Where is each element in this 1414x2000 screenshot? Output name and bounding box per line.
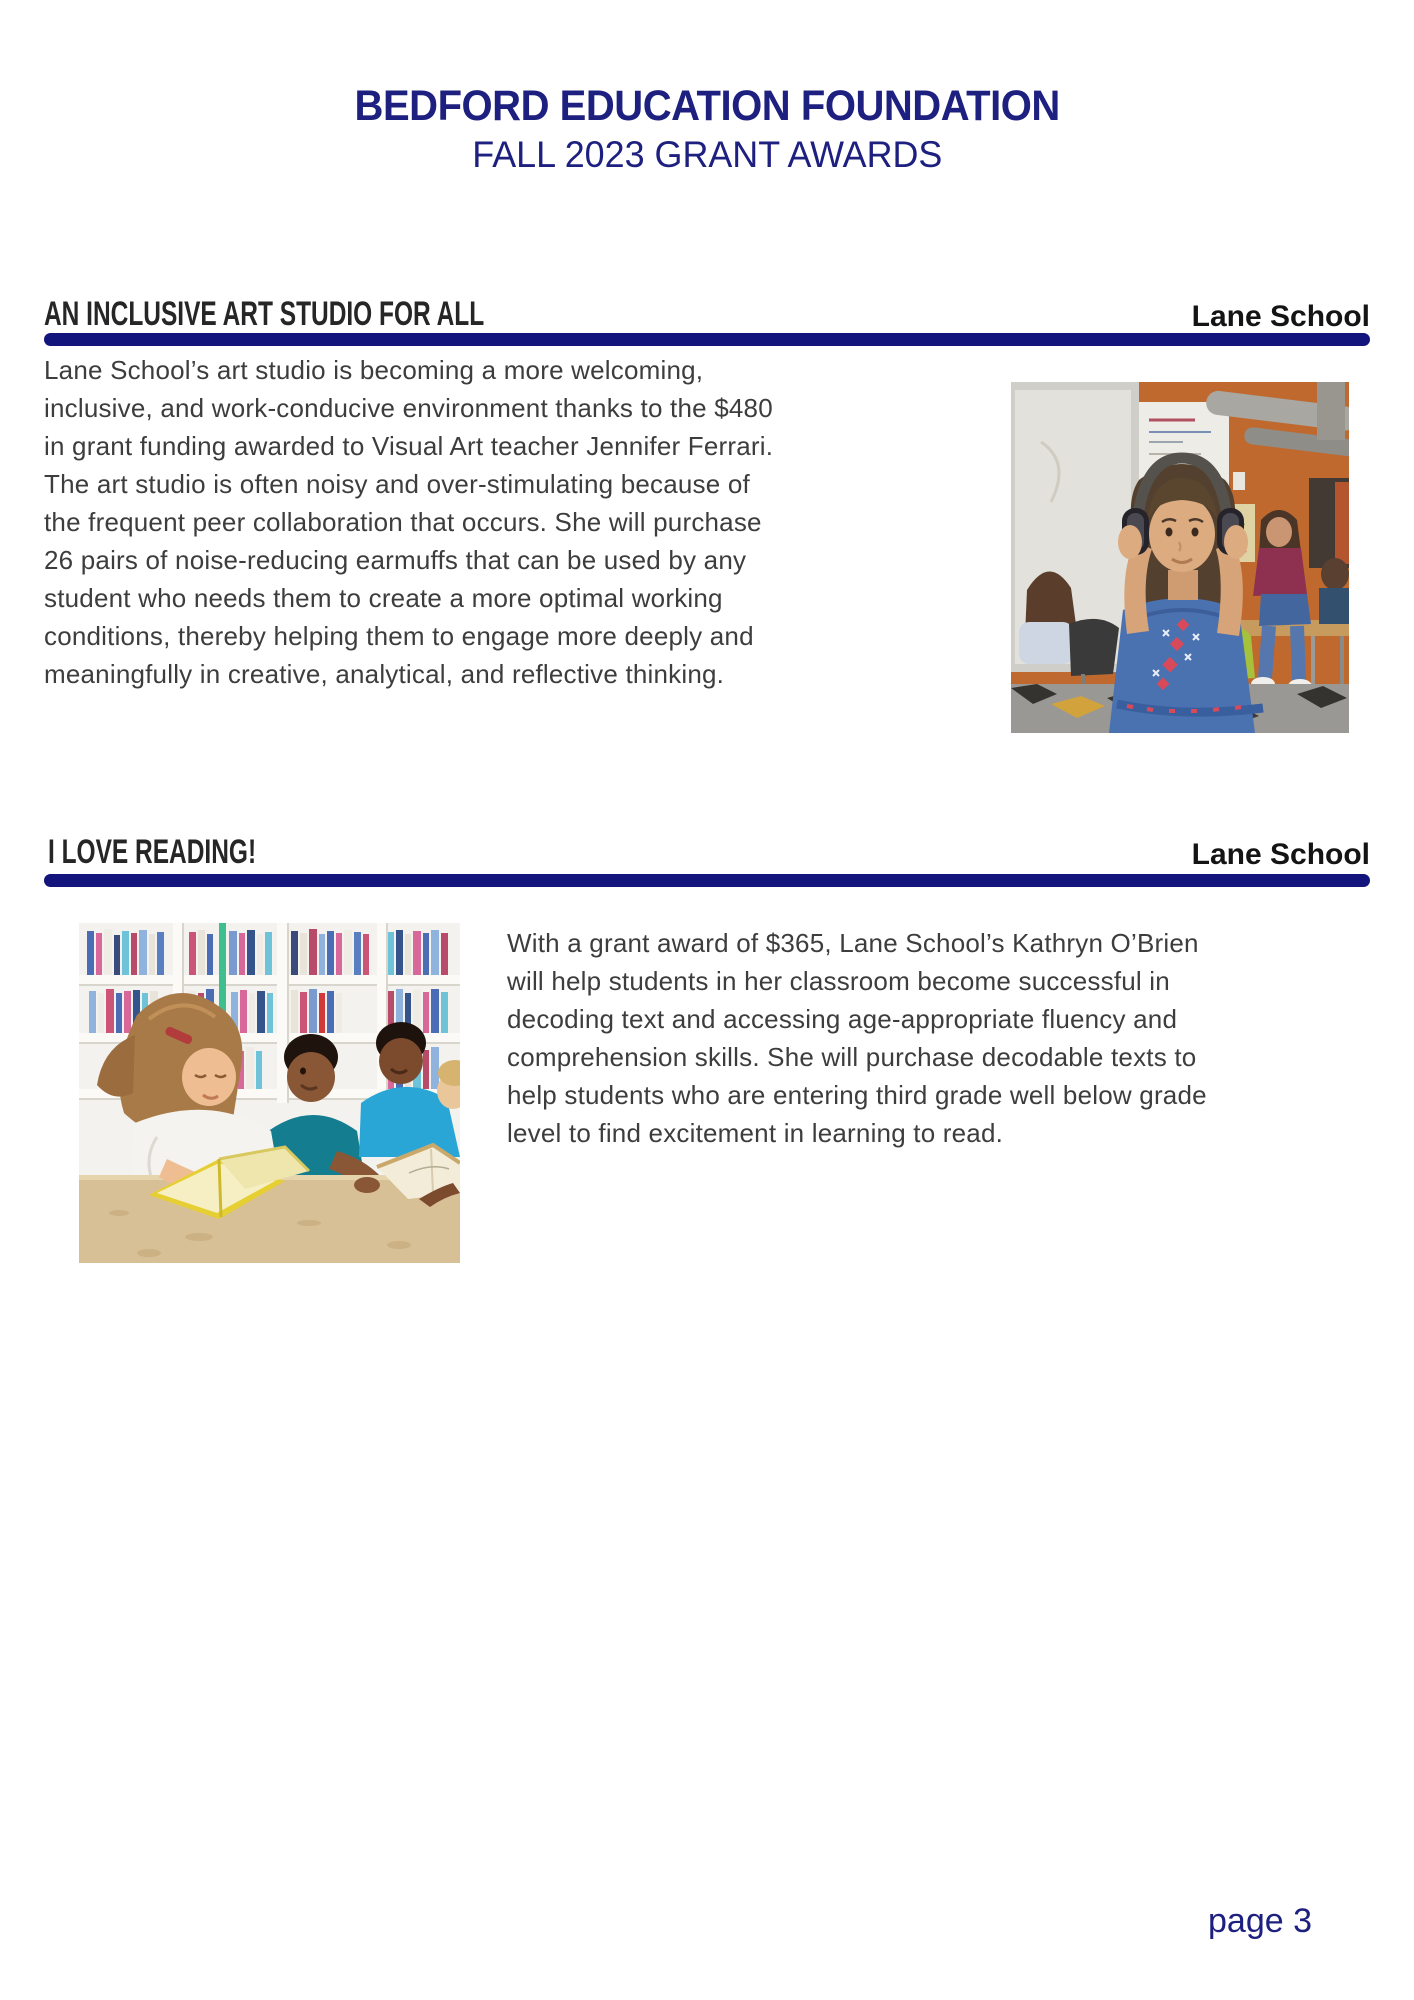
classroom-earmuffs-photo [1011, 382, 1349, 733]
section-2-paragraph: With a grant award of $365, Lane School’s Kathryn O’Brien will help students in her classroom become successful in decoding text and accessing age-appropriate fluency and comprehension skills. She will purchase decodable texts to help students who are entering third grade well below grade level to find excitement in learning to read. [507, 928, 1207, 1148]
section-1-title: AN INCLUSIVE ART STUDIO FOR ALL [44, 295, 485, 333]
section-1-divider [44, 333, 1370, 346]
library-reading-photo [79, 923, 460, 1263]
page-subtitle: FALL 2023 GRANT AWARDS [471, 134, 943, 175]
section-1-header [44, 292, 1370, 334]
page-subtitle-wrap [0, 134, 1414, 176]
page-title: BEDFORD EDUCATION FOUNDATION [354, 82, 1060, 130]
section-2-header [48, 830, 1370, 872]
section-1-paragraph: Lane School’s art studio is becoming a more welcoming, inclusive, and work-conducive environment thanks to the $480 in grant funding awarded to Visual Art teacher Jennifer Ferrari. The art studio is often noisy and over-stimulating because of the frequent peer collaboration that occurs. She will purchase 26 pairs of noise-reducing earmuffs that can be used by any student who needs them to create a more optimal working conditions, thereby helping them to engage more deeply and meaningfully in creative, analytical, and reflective thinking. [44, 355, 774, 689]
document-header [0, 82, 1414, 176]
section-2-divider [44, 874, 1370, 887]
section-2-school-label: Lane School [1191, 838, 1370, 871]
section-2-title: I LOVE READING! [48, 833, 257, 871]
page-number: page 3 [1208, 1902, 1312, 1940]
section-1-school-label: Lane School [1191, 300, 1370, 333]
